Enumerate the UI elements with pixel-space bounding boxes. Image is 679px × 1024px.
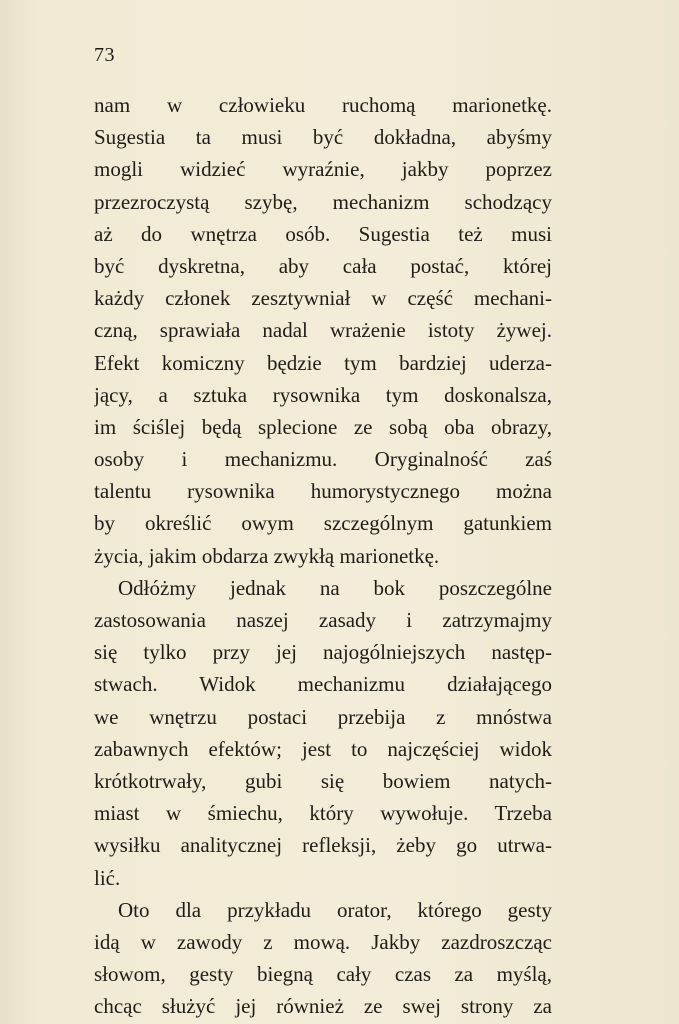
text-line: zastosowania naszej zasady i zatrzymajmy <box>94 608 552 632</box>
text-line: słowom, gesty biegną cały czas za myślą, <box>94 962 552 987</box>
page-number: 73 <box>94 44 115 66</box>
text-line: jący, a sztuka rysownika tym doskonalsza, <box>94 382 552 407</box>
text-line: by określić owym szczególnym gatunkiem <box>94 511 552 536</box>
text-line: chcąc służyć jej również ze swej strony za <box>94 994 552 1019</box>
text-line: miast w śmiechu, który wywołuje. Trzeba <box>94 801 552 826</box>
text-line: się tylko przy jej najogólniejszych następ- <box>94 640 552 665</box>
body-text <box>94 89 552 1022</box>
text-line: krótkotrwały, gubi się bowiem natych- <box>94 768 552 793</box>
text-line: być dyskretna, aby cała postać, której <box>94 253 552 278</box>
text-line: życia, jakim obdarza zwykłą marionetkę. <box>94 543 440 568</box>
text-line: stwach. Widok mechanizmu działającego <box>94 672 552 697</box>
text-line: mogli widzieć wyraźnie, jakby poprzez <box>94 157 552 182</box>
text-line: lić. <box>94 865 121 890</box>
text-line: osoby i mechanizmu. Oryginalność zaś <box>94 447 552 472</box>
text-line: talentu rysownika humorystycznego można <box>94 479 552 504</box>
text-line: aż do wnętrza osób. Sugestia też musi <box>94 221 552 246</box>
text-line: Oto dla przykładu orator, którego gesty <box>118 897 552 922</box>
text-line: nam w człowieku ruchomą marionetkę. <box>94 93 552 117</box>
text-line: idą w zawody z mową. Jakby zazdroszcząc <box>94 929 552 954</box>
text-line: każdy członek zesztywniał w część mechani- <box>94 286 552 311</box>
text-line: wysiłku analitycznej refleksji, żeby go utrwa- <box>94 833 552 858</box>
text-line: czną, sprawiała nadal wrażenie istoty żywej. <box>94 318 552 343</box>
text-line: przezroczystą szybę, mechanizm schodzący <box>94 189 552 214</box>
text-line: Odłóżmy jednak na bok poszczególne <box>118 575 552 600</box>
text-line: im ściślej będą splecione ze sobą oba obrazy, <box>94 414 552 439</box>
text-line: we wnętrzu postaci przebija z mnóstwa <box>94 704 552 729</box>
text-line: zabawnych efektów; jest to najczęściej widok <box>94 736 552 761</box>
text-line: Efekt komiczny będzie tym bardziej uderza- <box>94 350 552 375</box>
text-line: Sugestia ta musi być dokładna, abyśmy <box>94 125 552 150</box>
